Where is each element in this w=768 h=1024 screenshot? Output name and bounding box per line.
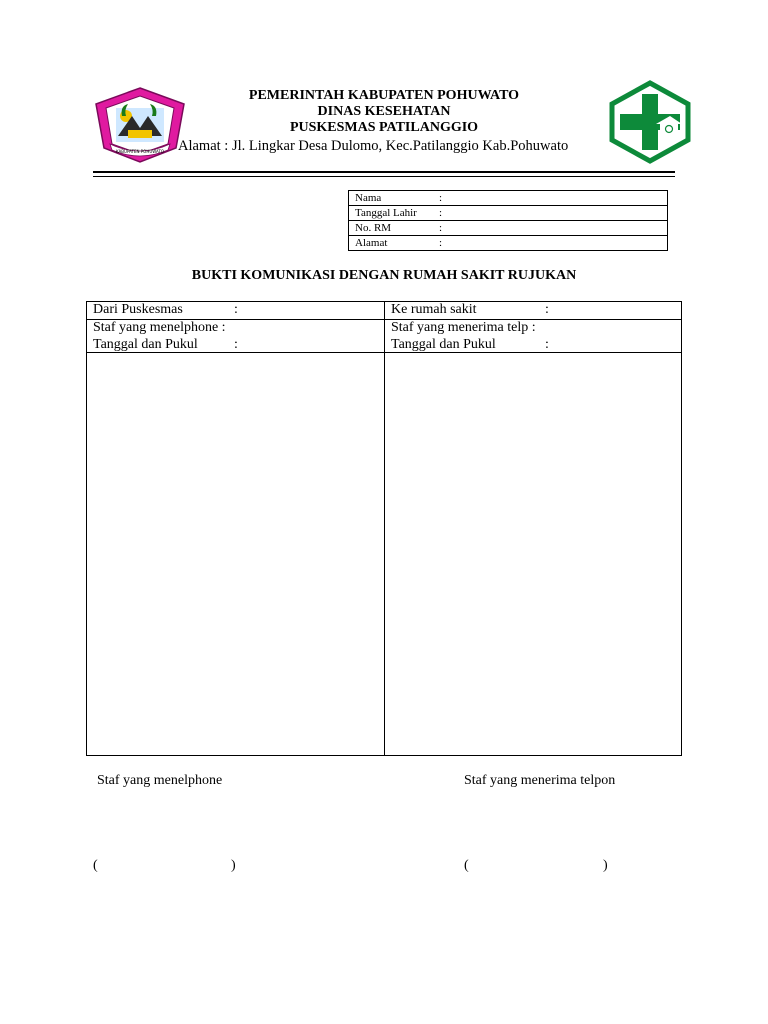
- emblem-ribbon-text: KABUPATEN POHUWATO: [115, 149, 165, 154]
- identity-row-tanggal-lahir: Tanggal Lahir :: [349, 206, 668, 221]
- identity-row-no-rm: No. RM :: [349, 221, 668, 236]
- header-puskesmas: PUSKESMAS PATILANGGIO: [289, 120, 479, 135]
- signature-label-receiver: Staf yang menerima telpon: [464, 773, 616, 788]
- caller-date-time-field: Tanggal dan Pukul :: [93, 337, 238, 352]
- signature-close-paren-caller: ): [231, 858, 236, 873]
- header-rule-thick: [93, 171, 675, 173]
- receiver-date-time-field: Tanggal dan Pukul :: [391, 337, 549, 352]
- signature-open-paren-caller: (: [93, 858, 98, 873]
- puskesmas-green-cross-icon: [608, 80, 692, 164]
- staff-caller-field: Staf yang menelphone :: [93, 320, 226, 335]
- form-divider-vertical: [384, 301, 385, 756]
- header-government: PEMERINTAH KABUPATEN POHUWATO: [248, 88, 520, 103]
- signature-close-paren-receiver: ): [603, 858, 608, 873]
- header-rule-thin: [93, 176, 675, 177]
- identity-row-alamat: Alamat :: [349, 236, 668, 251]
- identity-row-nama: Nama :: [349, 191, 668, 206]
- header-address: Alamat : Jl. Lingkar Desa Dulomo, Kec.Patilanggio Kab.Pohuwato: [178, 138, 569, 154]
- patient-identity-box: [348, 190, 668, 251]
- signature-open-paren-receiver: (: [464, 858, 469, 873]
- to-hospital-field: Ke rumah sakit :: [391, 302, 549, 317]
- header-department: DINAS KESEHATAN: [317, 104, 451, 119]
- from-puskesmas-field: Dari Puskesmas :: [93, 302, 238, 317]
- signature-label-caller: Staf yang menelphone: [97, 773, 223, 788]
- staff-receiver-field: Staf yang menerima telp :: [391, 320, 536, 335]
- document-title: BUKTI KOMUNIKASI DENGAN RUMAH SAKIT RUJUKAN: [191, 268, 577, 283]
